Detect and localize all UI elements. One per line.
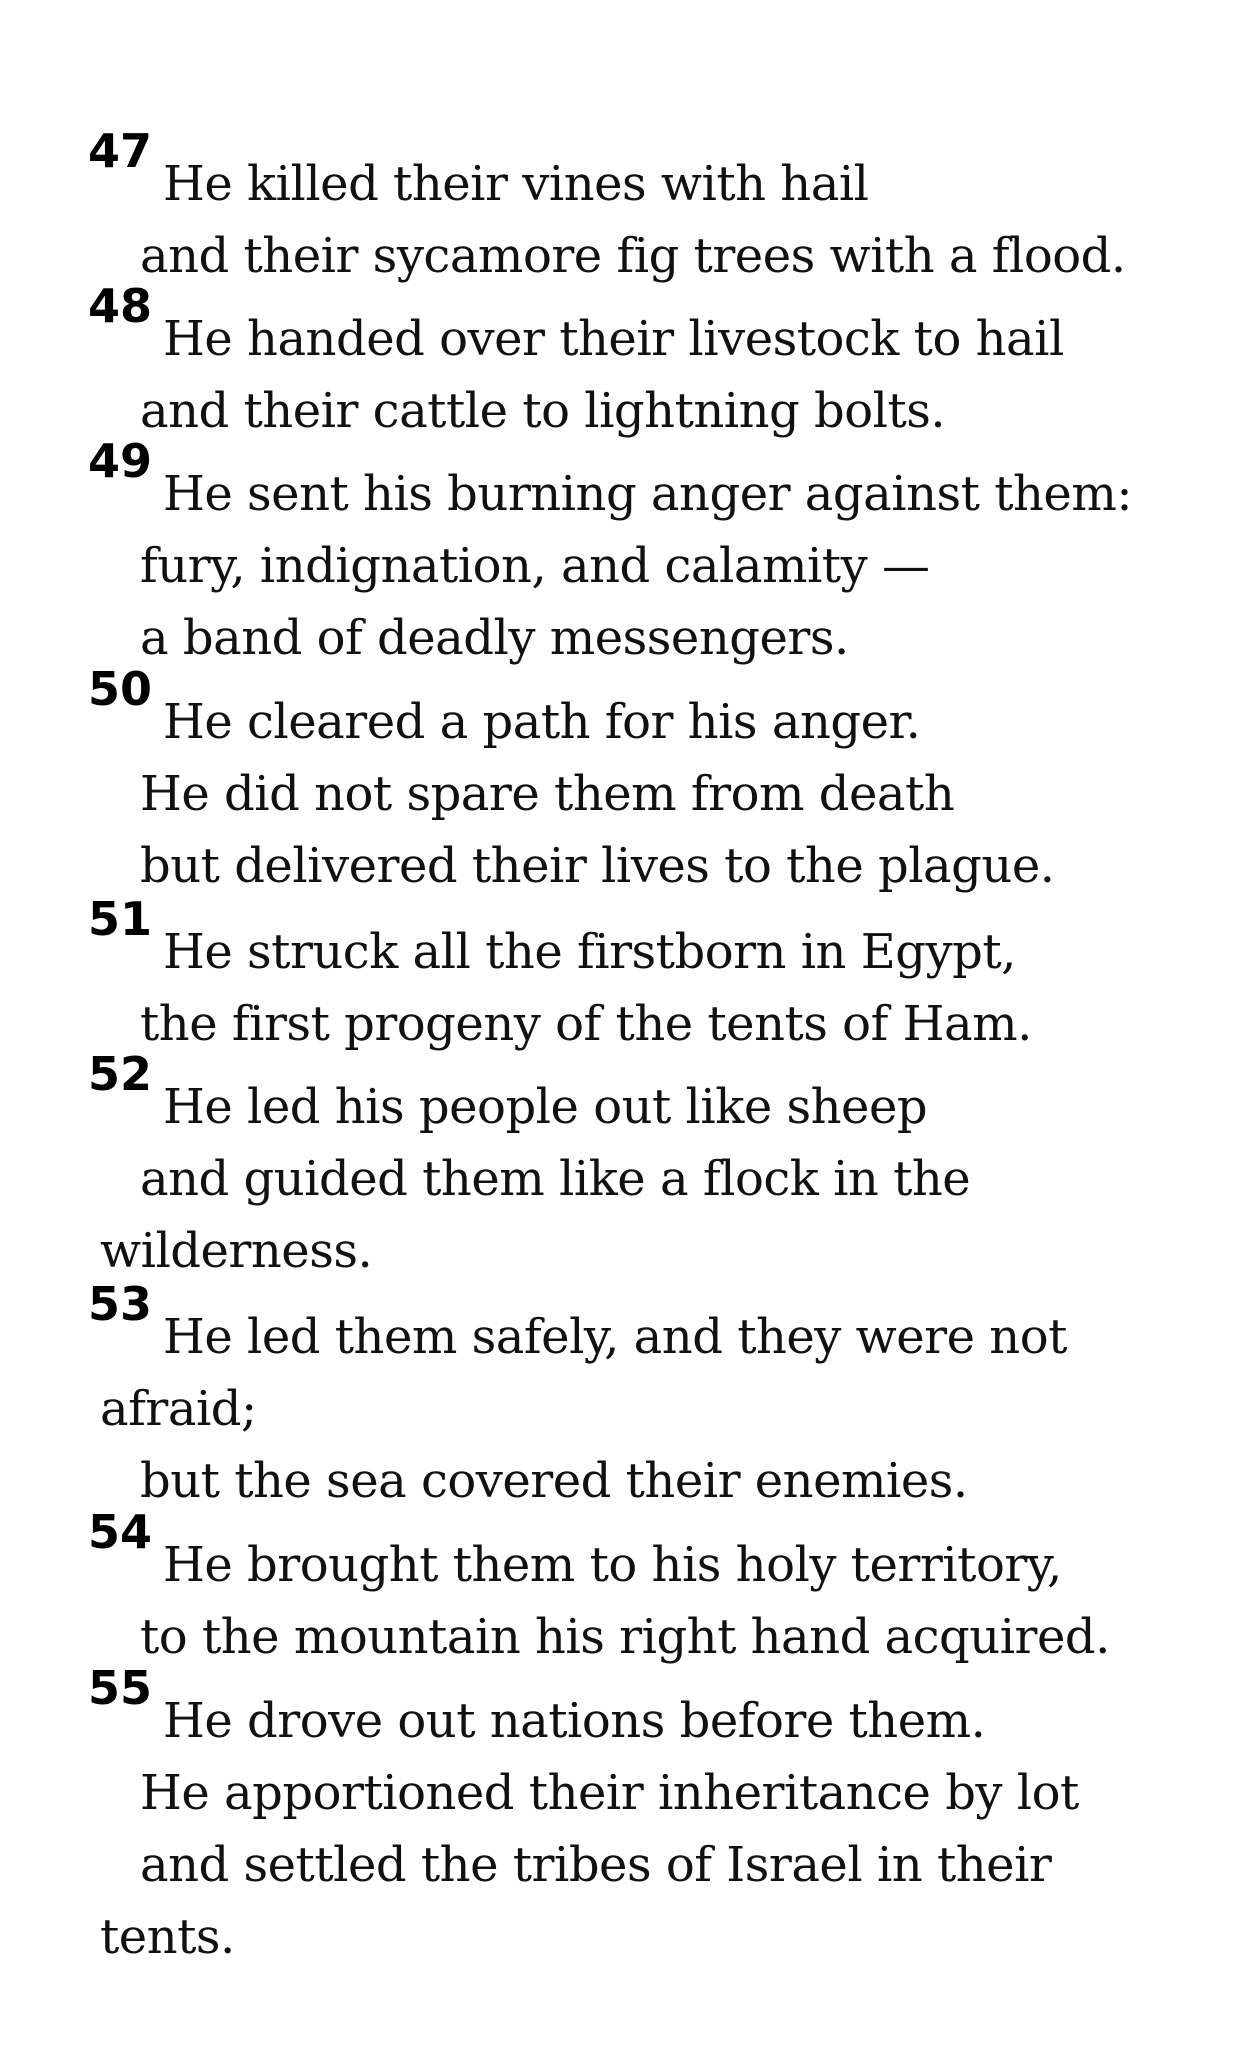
- verse-line: and guided them like a flock in the: [140, 1151, 971, 1207]
- verse-line: and their cattle to lightning bolts.: [140, 383, 946, 439]
- verse-line: a band of deadly messengers.: [140, 610, 849, 666]
- verse-line: He handed over their livestock to hail: [163, 311, 1064, 367]
- verse-number: 52: [88, 1047, 153, 1101]
- verse-line: He sent his burning anger against them:: [163, 466, 1132, 522]
- verse-line: the first progeny of the tents of Ham.: [140, 996, 1032, 1052]
- verse-line: and settled the tribes of Israel in their: [140, 1837, 1052, 1893]
- verse-number: 55: [88, 1661, 153, 1715]
- verse-line: to the mountain his right hand acquired.: [140, 1609, 1110, 1665]
- verse-number: 49: [88, 434, 153, 488]
- verse-line: He apportioned their inheritance by lot: [140, 1765, 1079, 1821]
- verse-number: 51: [88, 892, 153, 946]
- verse-line: but the sea covered their enemies.: [140, 1453, 968, 1509]
- verse-number: 53: [88, 1277, 153, 1331]
- verse-line: fury, indignation, and calamity —: [140, 538, 930, 594]
- verse-number: 50: [88, 662, 153, 716]
- verse-line: He drove out nations before them.: [163, 1693, 986, 1749]
- verse-number: 54: [88, 1505, 153, 1559]
- verse-line: He led his people out like sheep: [163, 1079, 928, 1135]
- verse-line: He killed their vines with hail: [163, 156, 869, 212]
- verse-line: He did not spare them from death: [140, 766, 955, 822]
- verse-number: 47: [88, 124, 153, 178]
- verse-line: and their sycamore fig trees with a flood.: [140, 228, 1126, 284]
- verse-number: 48: [88, 279, 153, 333]
- verse-line: afraid;: [100, 1381, 257, 1437]
- verse-line: wilderness.: [100, 1223, 373, 1279]
- verse-line: He struck all the firstborn in Egypt,: [163, 924, 1016, 980]
- verse-line: tents.: [100, 1909, 235, 1965]
- verse-line: He led them safely, and they were not: [163, 1309, 1067, 1365]
- verse-line: but delivered their lives to the plague.: [140, 838, 1055, 894]
- verse-line: He brought them to his holy territory,: [163, 1537, 1062, 1593]
- verse-line: He cleared a path for his anger.: [163, 694, 921, 750]
